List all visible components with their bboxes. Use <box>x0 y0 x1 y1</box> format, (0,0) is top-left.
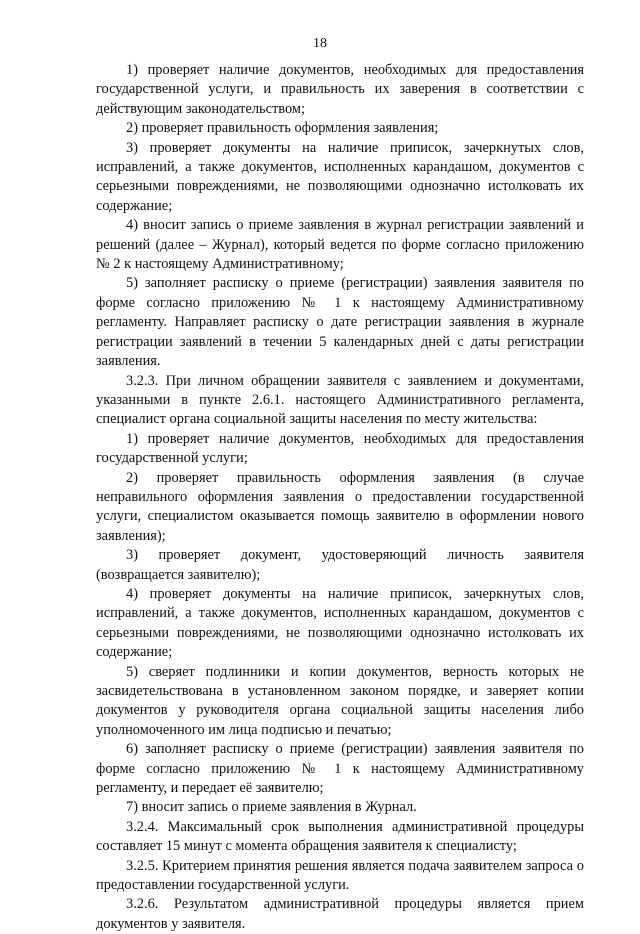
paragraph: 5) сверяет подлинники и копии документов, верность которых не засвидетельствована в установленном законом порядке, и заверяет копии документов у руководителя органа социальной защиты населения либо уполномоченного им лица подписью и печатью; <box>96 663 584 738</box>
paragraph: 4) проверяет документы на наличие приписок, зачеркнутых слов, исправлений, а также документов, исполненных карандашом, документов с серьезными повреждениями, не позволяющими однозначно истолковать их содержание; <box>96 585 584 661</box>
paragraph: 3.2.3. При личном обращении заявителя с заявлением и документами, указанными в пункте 2.6.1. настоящего Административного регламента, специалист органа социальной защиты населения по месту жительства: <box>96 372 584 428</box>
paragraph: 1) проверяет наличие документов, необходимых для предоставления государственной услуги; <box>96 430 584 467</box>
paragraph: 5) заполняет расписку о приеме (регистрации) заявления заявителя по форме согласно приложению № 1 к настоящему Административному регламенту. Направляет расписку о дате регистрации заявления в журнале регистрации заявлений в течении 5 календарных дней с даты регистрации заявления. <box>96 275 584 370</box>
paragraph: 4) вносит запись о приеме заявления в журнал регистрации заявлений и решений (далее – Журнал), который ведется по форме согласно приложению № 2 к настоящему Административному; <box>96 217 584 273</box>
page-number: 18 <box>313 36 327 51</box>
document-body <box>96 61 584 934</box>
paragraph: 2) проверяет правильность оформления заявления (в случае неправильного оформления заявления о предоставлении государственной услуги, специалистом оказывается помощь заявителю в оформлении нового заявления); <box>96 469 584 544</box>
paragraph: 3.2.6. Результатом административной процедуры является прием документов у заявителя. <box>96 896 584 932</box>
paragraph: 3.2.4. Максимальный срок выполнения административной процедуры составляет 15 минут с момента обращения заявителя к специалисту; <box>96 818 584 855</box>
paragraph: 2) проверяет правильность оформления заявления; <box>126 120 439 137</box>
paragraph: 1) проверяет наличие документов, необходимых для предоставления государственной услуги, и правильность их заверения в соответствии с действующим законодательством; <box>96 62 584 117</box>
paragraph: 7) вносит запись о приеме заявления в Журнал. <box>126 799 417 816</box>
paragraph: 3.2.5. Критерием принятия решения является подача заявителем запроса о предоставлении государственной услуги. <box>96 857 584 894</box>
paragraph: 3) проверяет документы на наличие приписок, зачеркнутых слов, исправлений, а также документов, исполненных карандашом, документов с серьезными повреждениями, не позволяющими однозначно истолковать их содержание; <box>96 139 584 214</box>
paragraph: 6) заполняет расписку о приеме (регистрации) заявления заявителя по форме согласно приложению № 1 к настоящему Административному регламенту, и передает её заявителю; <box>96 741 584 797</box>
paragraph: 3) проверяет документ, удостоверяющий личность заявителя (возвращается заявителю); <box>96 547 584 583</box>
